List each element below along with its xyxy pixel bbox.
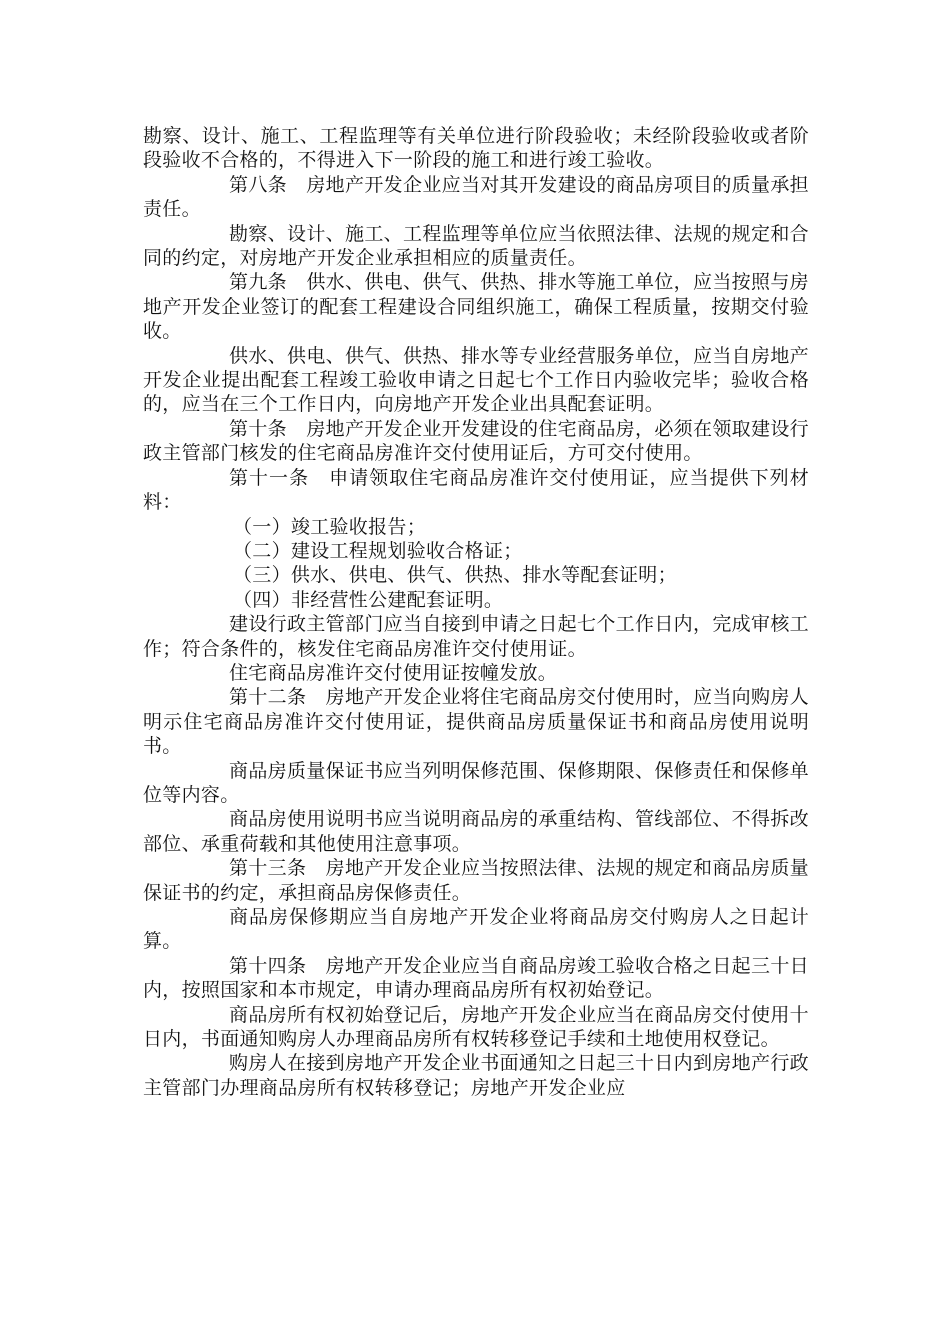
article-13: 第十三条 房地产开发企业应当按照法律、法规的规定和商品房质量保证书的约定，承担商品房保修责任。 bbox=[143, 857, 809, 904]
article-8-paragraph-2: 勘察、设计、施工、工程监理等单位应当依照法律、法规的规定和合同的约定，对房地产开发企业承担相应的质量责任。 bbox=[143, 222, 809, 270]
article-14: 第十四条 房地产开发企业应当自商品房竣工验收合格之日起三十日内，按照国家和本市规定，申请办理商品房所有权初始登记。 bbox=[143, 954, 809, 1002]
article-10: 第十条 房地产开发企业开发建设的住宅商品房，必须在领取建设行政主管部门核发的住宅商品房准许交付使用证后，方可交付使用。 bbox=[143, 417, 809, 465]
article-11-item-2: （二）建设工程规划验收合格证； bbox=[233, 539, 523, 562]
article-12-paragraph-3: 商品房使用说明书应当说明商品房的承重结构、管线部位、不得拆改部位、承重荷载和其他使用注意事项。 bbox=[143, 808, 809, 855]
article-14-paragraph-2: 商品房所有权初始登记后，房地产开发企业应当在商品房交付使用十日内，书面通知购房人办理商品房所有权转移登记手续和土地使用权登记。 bbox=[143, 1003, 809, 1051]
article-11-item-3: （三）供水、供电、供气、供热、排水等配套证明； bbox=[233, 564, 677, 587]
article-9: 第九条 供水、供电、供气、供热、排水等施工单位，应当按照与房地产开发企业签订的配套工程建设合同组织施工，确保工程质量，按期交付验收。 bbox=[143, 271, 809, 343]
paragraph-continuation: 勘察、设计、施工、工程监理等有关单位进行阶段验收；未经阶段验收或者阶段验收不合格的，不得进入下一阶段的施工和进行竣工验收。 bbox=[143, 125, 809, 172]
article-11-paragraph-3: 住宅商品房准许交付使用证按幢发放。 bbox=[229, 661, 558, 684]
article-8: 第八条 房地产开发企业应当对其开发建设的商品房项目的质量承担责任。 bbox=[143, 173, 809, 221]
article-11-item-1: （一）竣工验收报告； bbox=[233, 515, 427, 538]
article-12-paragraph-2: 商品房质量保证书应当列明保修范围、保修期限、保修责任和保修单位等内容。 bbox=[143, 759, 809, 806]
article-12: 第十二条 房地产开发企业将住宅商品房交付使用时，应当向购房人明示住宅商品房准许交付使用证，提供商品房质量保证书和商品房使用说明书。 bbox=[143, 686, 809, 758]
article-9-paragraph-2: 供水、供电、供气、供热、排水等专业经营服务单位，应当自房地产开发企业提出配套工程竣工验收申请之日起七个工作日内验收完毕；验收合格的，应当在三个工作日内，向房地产开发企业出具配套证明。 bbox=[143, 344, 809, 416]
document-body bbox=[143, 124, 809, 1100]
article-13-paragraph-2: 商品房保修期应当自房地产开发企业将商品房交付购房人之日起计算。 bbox=[143, 906, 809, 953]
article-11-paragraph-2: 建设行政主管部门应当自接到申请之日起七个工作日内，完成审核工作；符合条件的，核发住宅商品房准许交付使用证。 bbox=[143, 613, 809, 660]
article-14-paragraph-3: 购房人在接到房地产开发企业书面通知之日起三十日内到房地产行政主管部门办理商品房所有权转移登记；房地产开发企业应 bbox=[143, 1052, 809, 1099]
article-11: 第十一条 申请领取住宅商品房准许交付使用证，应当提供下列材料： bbox=[143, 466, 809, 514]
article-11-item-4: （四）非经营性公建配套证明。 bbox=[233, 588, 504, 611]
